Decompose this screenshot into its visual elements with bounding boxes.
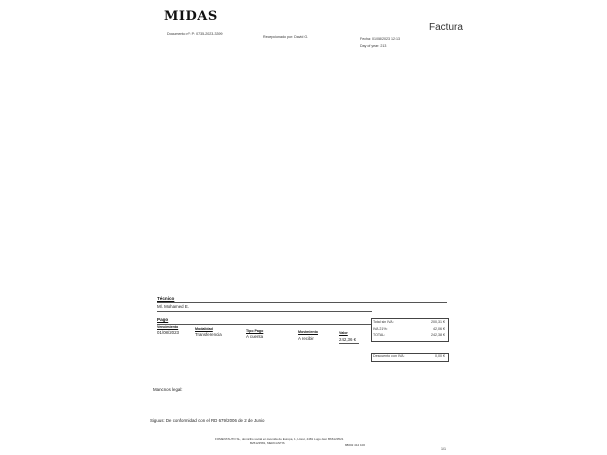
- col-header-due-date: Vencimiento: [157, 325, 179, 329]
- company-line-1: FOMENTAUTO SL, domicilio social en Avenida de Europa, 1, Lloret, 4481 Lugo-Gal. B66123521: [215, 437, 344, 441]
- discount-value: 0,00 €: [435, 354, 445, 358]
- tax-value: 42,06 €: [433, 327, 445, 331]
- invoice-date: Fecha: 01/08/2023 12:13: [360, 37, 400, 41]
- total-without-tax-label: Total sin IVA:: [373, 320, 394, 324]
- col-header-movement: Movimiento: [298, 330, 318, 334]
- value-underline: [339, 343, 359, 344]
- row-value: 242,36 €: [339, 337, 357, 342]
- payment-divider: [157, 324, 372, 325]
- received-by: Recepcionado por: David G.: [263, 35, 309, 39]
- col-header-payment-type: Tipo Pago: [246, 329, 264, 333]
- row-payment-type: A cuenta: [246, 334, 264, 339]
- page-number: 1/1: [441, 447, 446, 451]
- col-header-method: Modalidad: [195, 327, 213, 331]
- row-method: Transferencia: [195, 332, 222, 337]
- row-due-date: 01/08/2023: [157, 330, 179, 335]
- day-of-year: Day of year: 213: [360, 44, 387, 48]
- technician-name: Ml. Mohamed E.: [157, 304, 189, 309]
- col-header-value: Valor: [339, 331, 348, 335]
- document-title: Factura: [429, 22, 463, 33]
- row-movement: A recibir: [298, 336, 314, 341]
- payment-heading: Pago: [157, 317, 169, 322]
- document-number: Documento nº: P: 0735-2023-3399: [167, 32, 223, 36]
- tax-label: IVA 21%:: [373, 327, 388, 331]
- technician-heading: Técnico: [157, 296, 175, 301]
- grand-total-label: TOTAL:: [373, 333, 386, 337]
- company-line-3: 88002 412 100: [345, 443, 366, 447]
- grand-total-value: 242,38 €: [431, 333, 445, 337]
- discount-label: Descuento con IVA:: [373, 354, 405, 358]
- legal-note: Siguus: De conformidad con el RD 679/2006 de 2 de Junio: [150, 418, 265, 423]
- company-line-2: B25123581, MERCANTIS: [250, 441, 285, 445]
- notes-label: Mancnos legal:: [153, 387, 183, 392]
- total-without-tax-value: 200,31 €: [431, 320, 445, 324]
- company-logo: MIDAS: [164, 9, 218, 24]
- technician-divider: [157, 302, 447, 303]
- technician-underline: [157, 311, 372, 312]
